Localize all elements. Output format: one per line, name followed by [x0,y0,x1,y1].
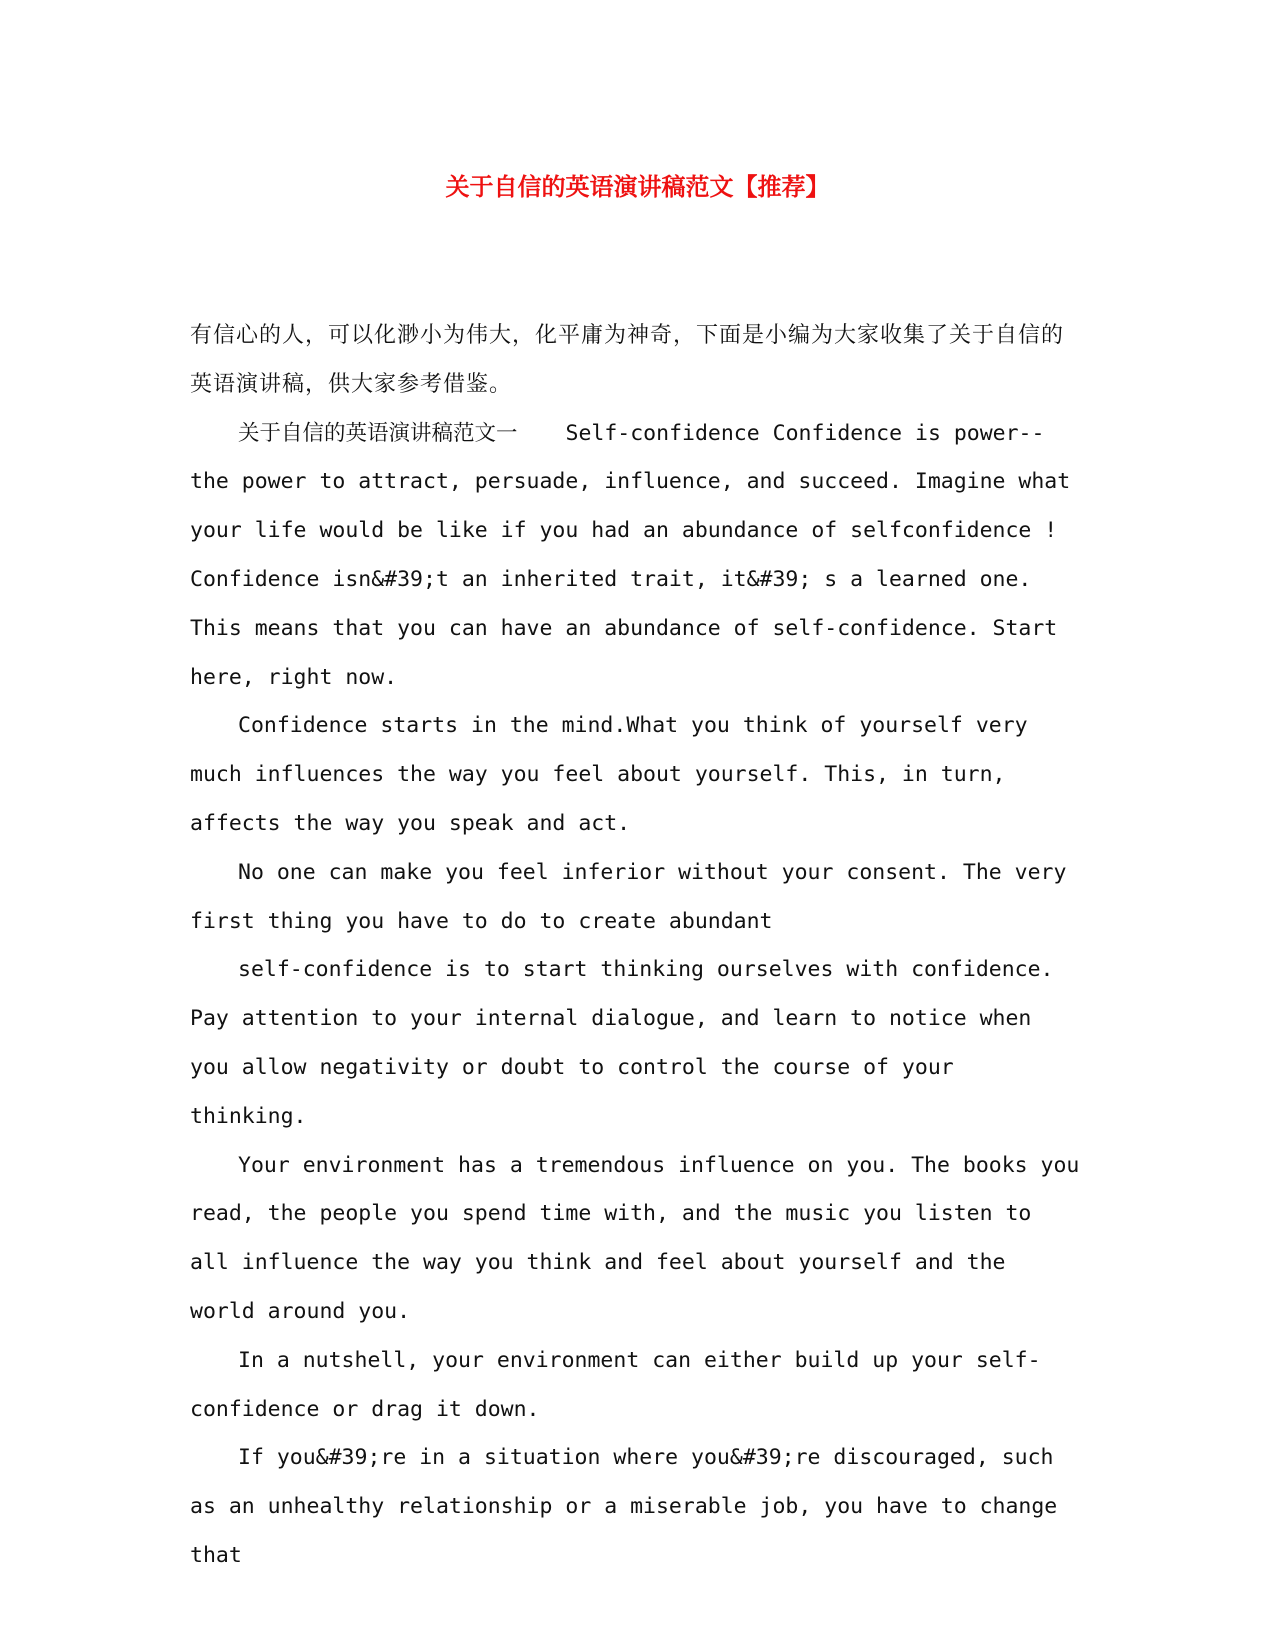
document-title: 关于自信的英语演讲稿范文【推荐】 [445,173,830,201]
body-paragraph-2: Confidence starts in the mind.What you think of yourself very much influences the way you feel about yourself. This, in turn, affects the way you speak and act. [190,713,1028,836]
body-paragraph-3: No one can make you feel inferior without your consent. The very first thing you have to do to create abundant [190,859,1067,934]
body-paragraph-7: If you&#39;re in a situation where you&#39;re discouraged, such as an unhealthy relationship or a miserable job, you have to change that [190,1445,1058,1568]
body-paragraph-6: In a nutshell, your environment can either build up your self-confidence or drag it down. [190,1347,1041,1422]
body-paragraph-5: Your environment has a tremendous influence on you. The books you read, the people you spend time with, and the music you listen to all influence the way you think and feel about yourself and the world around you. [190,1152,1080,1324]
body-paragraph-4: self-confidence is to start thinking ourselves with confidence. Pay attention to your internal dialogue, and learn to notice when you allow negativity or doubt to control the course of your thinking. [190,957,1054,1129]
section-heading: 关于自信的英语演讲稿范文一 [238,420,518,446]
body-paragraph-1 [190,410,1080,703]
paragraph-text: Self-confidence Confidence is power--the power to attract, persuade, influence, and succeed. Imagine what your life would be like if you had an abundance of selfconfidence ! Confidence isn&#39;t an inherited trait, it&#39; s a learned one. This means that you can have an abundance of self-confidence. Start here, right now. [190,420,1071,690]
intro-paragraph: 有信心的人，可以化渺小为伟大，化平庸为神奇，下面是小编为大家收集了关于自信的英语演讲稿，供大家参考借鉴。 [190,323,1065,397]
document-body [190,312,1080,1581]
